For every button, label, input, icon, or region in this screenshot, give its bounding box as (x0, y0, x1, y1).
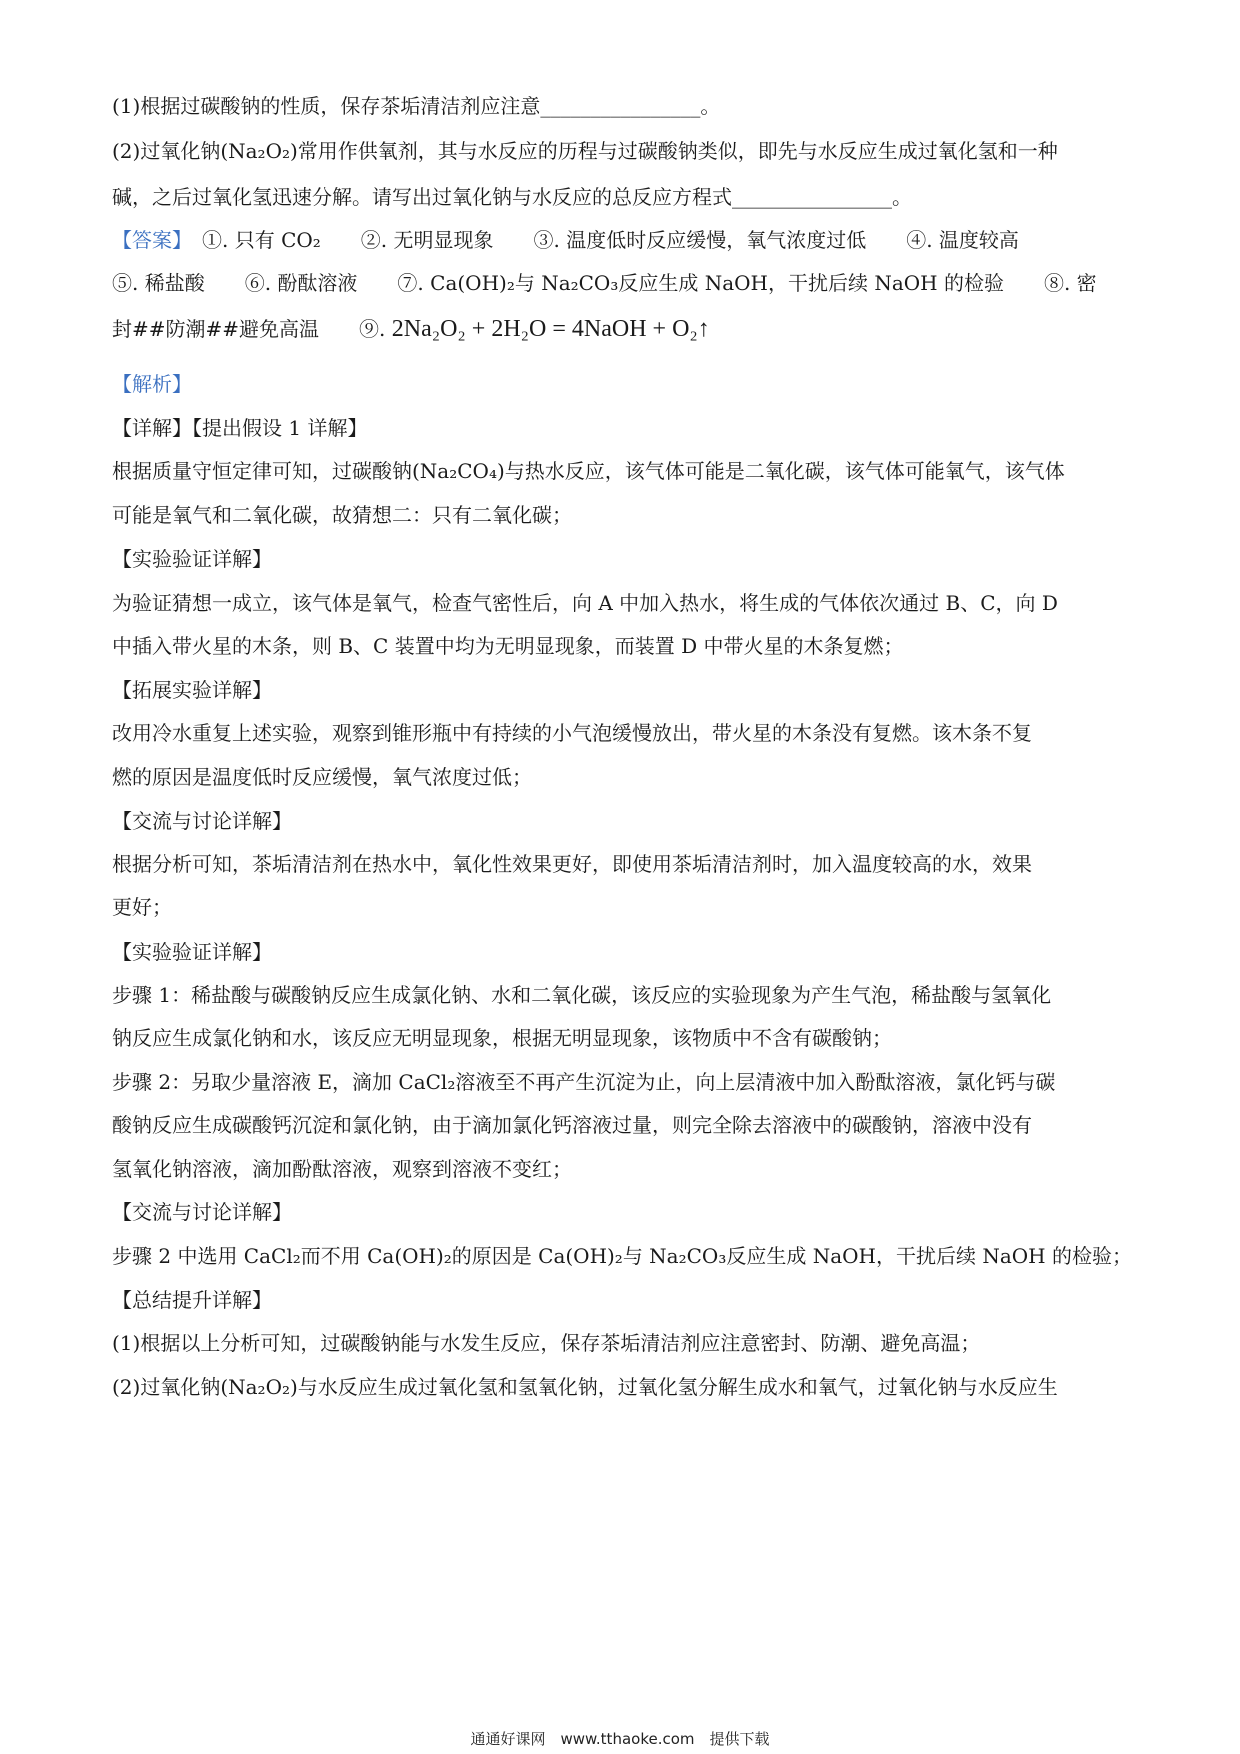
body-line: 步骤 1：稀盐酸与碳酸钠反应生成氯化钠、水和二氧化碳，该反应的实验现象为产生气泡，稀盐酸与氢氧化 (112, 983, 1052, 1007)
question-line-1: (1)根据过碳酸钠的性质，保存茶垢清洁剂应注意________________。 (112, 94, 721, 118)
body-line: (2)过氧化钠(Na₂O₂)与水反应生成过氧化氢和氢氧化钠，过氧化氢分解生成水和氧气，过氧化钠与水反应生 (112, 1375, 1058, 1399)
body-line: 步骤 2：另取少量溶液 E，滴加 CaCl₂溶液至不再产生沉淀为止，向上层清液中加入酚酞溶液，氯化钙与碳 (112, 1070, 1056, 1094)
body-line: 燃的原因是温度低时反应缓慢，氧气浓度过低； (112, 765, 532, 789)
body-line: 【交流与讨论详解】 (112, 809, 292, 833)
body-line: 钠反应生成氯化钠和水，该反应无明显现象，根据无明显现象，该物质中不含有碳酸钠； (112, 1026, 892, 1050)
body-line: 为验证猜想一成立，该气体是氧气，检查气密性后，向 A 中加入热水，将生成的气体依次通过 B、C，向 D (112, 591, 1058, 615)
body-line: 【交流与讨论详解】 (112, 1200, 292, 1224)
body-line: 【拓展实验详解】 (112, 678, 272, 702)
answer-items-1: ①. 只有 CO₂ ②. 无明显现象 ③. 温度低时反应缓慢，氧气浓度过低 ④. 温度较高 (202, 228, 1019, 252)
answer-items-3: 封##防潮##避免高温 ⑨. (112, 317, 386, 341)
body-line: 根据分析可知，茶垢清洁剂在热水中，氧化性效果更好，即使用茶垢清洁剂时，加入温度较高的水，效果 (112, 852, 1032, 876)
question-line-3: 碱，之后过氧化氢迅速分解。请写出过氧化钠与水反应的总反应方程式________________。 (112, 185, 912, 209)
question-line-2: (2)过氧化钠(Na₂O₂)常用作供氧剂，其与水反应的历程与过碳酸钠类似，即先与水反应生成过氧化氢和一种 (112, 139, 1058, 163)
body-line: 中插入带火星的木条，则 B、C 装置中均为无明显现象，而装置 D 中带火星的木条复燃； (112, 634, 904, 658)
body-line: 【实验验证详解】 (112, 547, 272, 571)
body-line: 根据质量守恒定律可知，过碳酸钠(Na₂CO₄)与热水反应，该气体可能是二氧化碳，该气体可能氧气，该气体 (112, 459, 1065, 483)
body-line: 步骤 2 中选用 CaCl₂而不用 Ca(OH)₂的原因是 Ca(OH)₂与 Na₂CO₃反应生成 NaOH，干扰后续 NaOH 的检验； (112, 1244, 1132, 1268)
analysis-label: 【解析】 (112, 372, 192, 396)
answer-row-2: ⑤. 稀盐酸 ⑥. 酚酞溶液 ⑦. Ca(OH)₂与 Na₂CO₃反应生成 NaOH，干扰后续 NaOH 的检验 ⑧. 密 (112, 271, 1097, 295)
body-line: 氢氧化钠溶液，滴加酚酞溶液，观察到溶液不变红； (112, 1157, 572, 1181)
body-line: 改用冷水重复上述实验，观察到锥形瓶中有持续的小气泡缓慢放出，带火星的木条没有复燃。该木条不复 (112, 721, 1032, 745)
body-line: 【实验验证详解】 (112, 940, 272, 964)
answer-row-1 (112, 226, 1132, 254)
body-line: 酸钠反应生成碳酸钙沉淀和氯化钠，由于滴加氯化钙溶液过量，则完全除去溶液中的碳酸钠，溶液中没有 (112, 1113, 1032, 1137)
body-line: 【详解】【提出假设 1 详解】 (112, 416, 368, 440)
answer-equation: 2Na₂O₂ + 2H₂O = 4NaOH + O₂↑ (391, 316, 710, 342)
page-footer: 通通好课网 www.tthaoke.com 提供下载 (470, 1730, 770, 1748)
answer-label: 【答案】 (112, 228, 182, 252)
body-line: (1)根据以上分析可知，过碳酸钠能与水发生反应，保存茶垢清洁剂应注意密封、防潮、避免高温； (112, 1331, 981, 1355)
body-line: 可能是氧气和二氧化碳，故猜想二：只有二氧化碳； (112, 503, 572, 527)
answer-row-3 (112, 315, 1132, 343)
body-line: 更好； (112, 895, 172, 919)
body-line: 【总结提升详解】 (112, 1288, 272, 1312)
